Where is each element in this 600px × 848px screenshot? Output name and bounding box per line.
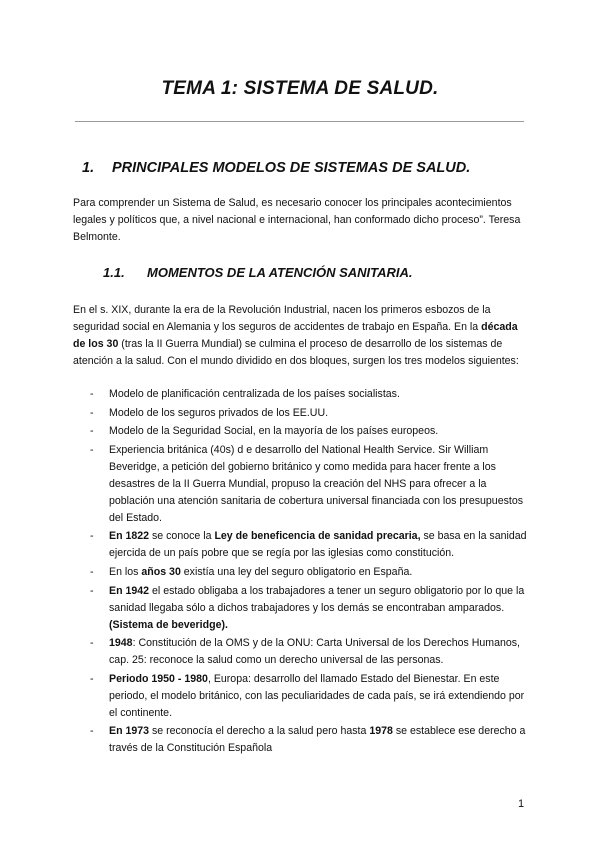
bullet-dash: - (90, 425, 94, 438)
list-item (73, 635, 528, 669)
list-item-bold: En 1822 (109, 530, 150, 543)
bullet-dash: - (90, 406, 94, 419)
section-1-1-heading (103, 265, 413, 280)
bullet-dash: - (90, 565, 94, 578)
list-item-text: el estado obligaba a los trabajadores a tener un seguro obligatorio por lo que la sanidad llegaba sólo a dichos trabajadores y los demás se encontraban amparados. (109, 584, 525, 614)
section-1-1-number: 1.1. (103, 265, 125, 280)
list-item-bold: En 1942 (109, 584, 150, 597)
list-item-bold: En 1973 (109, 725, 150, 738)
list-item (73, 423, 528, 440)
list-item-text: existía una ley del seguro obligatorio en España. (180, 565, 413, 578)
events-list (73, 386, 528, 759)
bullet-dash: - (90, 388, 94, 400)
section-1-title: PRINCIPALES MODELOS DE SISTEMAS DE SALUD. (112, 160, 471, 176)
bullet-dash: - (90, 637, 94, 650)
list-item-text: se basa en la sanidad ejercida de un país pobre que se regía por las iglesias como constitución. (109, 530, 527, 560)
list-item (73, 405, 528, 422)
list-item-bold: años 30 (141, 565, 181, 578)
list-item-text: En los (109, 565, 142, 578)
list-item-bold: 1948 (109, 637, 133, 650)
list-item-text: , Europa: desarrollo del llamado Estado del Bienestar. En este periodo, el modelo británico, con las peculiaridades de cada país, se irá extendiendo por el continente. (109, 672, 525, 719)
bullet-dash: - (90, 443, 94, 456)
list-item (73, 564, 528, 581)
list-item-text: Modelo de la Seguridad Social, en la mayoría de los países europeos. (109, 425, 439, 438)
list-item-text: se establece ese derecho a través de la Constitución Española (109, 725, 526, 755)
list-item (73, 723, 528, 757)
bullet-dash: - (90, 725, 94, 738)
list-item-text: Modelo de los seguros privados de los EE.UU. (109, 406, 329, 419)
list-item-bold: 1978 (369, 725, 393, 738)
section-1-intro: Para comprender un Sistema de Salud, es necesario conocer los principales acontecimientos legales y políticos que, a nivel nacional e internacional, han conformado dicho proceso”. Teresa Belmonte. (73, 197, 521, 243)
list-item-text: se reconocía el derecho a la salud pero hasta (149, 725, 370, 738)
list-item (73, 528, 528, 562)
list-item-text: Modelo de planificación centralizada de los países socialistas. (109, 388, 400, 400)
bullet-dash: - (90, 530, 94, 543)
list-item-bold: Periodo 1950 - 1980 (109, 672, 208, 685)
section-1-heading (82, 160, 470, 176)
list-item-text: se conoce la (149, 530, 215, 543)
section-1-1-paragraph (73, 302, 528, 370)
page-number: 1 (518, 798, 525, 810)
bullet-dash: - (90, 584, 94, 597)
list-item (73, 386, 528, 403)
list-item (73, 583, 528, 634)
list-item-bold: (Sistema de beveridge). (109, 618, 228, 631)
list-item-text: : Constitución de la OMS y de la ONU: Carta Universal de los Derechos Humanos, cap. 25: reconoce la salud como un derecho universal de las personas. (109, 637, 521, 667)
paragraph-text-2: (tras la II Guerra Mundial) se culmina el proceso de desarrollo de los sistemas de atención a la salud. Con el mundo dividido en dos bloques, surgen los tres modelos siguientes: (73, 338, 519, 367)
list-item-text: Experiencia británica (40s) d e desarrollo del National Health Service. Sir William Beveridge, a petición del gobierno británico y como medida para hacer frente a los desastres de la II Guerra Mundial, propuso la creación del NHS para ofrecer a la población una atención sanitaria de cobertura universal financiada con los presupuestos del Estado. (109, 443, 524, 524)
document-title: TEMA 1: SISTEMA DE SALUD. (161, 78, 439, 99)
title-divider (75, 121, 524, 122)
list-item (73, 671, 528, 722)
paragraph-text-1: En el s. XIX, durante la era de la Revolución Industrial, nacen los primeros esbozos de la seguridad social en Alemania y los seguros de accidentes de trabajo en España. En la (73, 304, 491, 333)
paragraph-bold-decade: década de los 30 (73, 321, 518, 350)
list-item (73, 442, 528, 527)
list-item-bold: Ley de beneficencia de sanidad precaria, (214, 530, 421, 543)
section-1-number: 1. (82, 160, 95, 176)
bullet-dash: - (90, 672, 94, 685)
section-1-1-title: MOMENTOS DE LA ATENCIÓN SANITARIA. (147, 265, 413, 280)
